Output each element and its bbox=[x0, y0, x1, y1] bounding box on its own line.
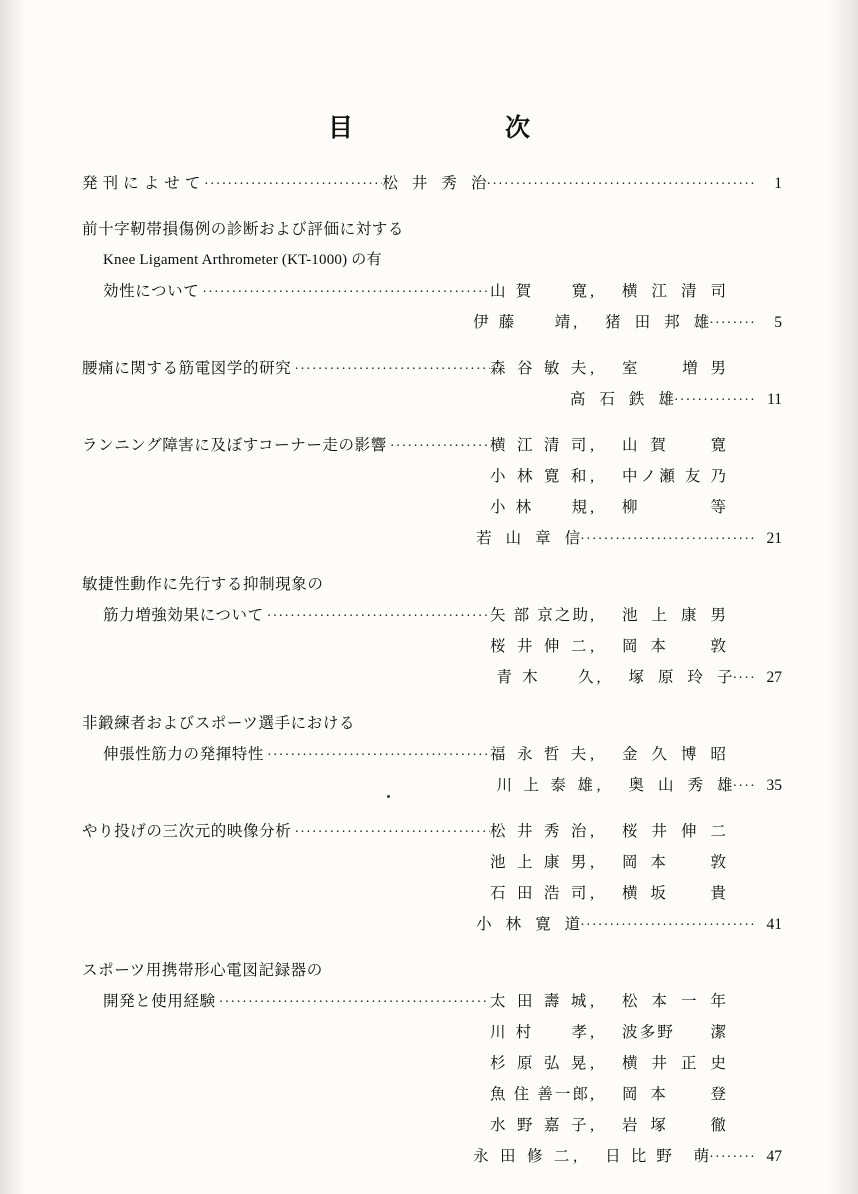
toc-author: 松 井 秀 治, bbox=[490, 823, 594, 840]
toc-page-number[interactable]: 41 bbox=[766, 916, 782, 933]
toc-page-number[interactable]: 5 bbox=[774, 314, 782, 331]
table-of-contents bbox=[82, 168, 782, 1187]
leader-dots-short: ···· bbox=[732, 671, 756, 686]
toc-author: 金 久 博 昭 bbox=[622, 746, 726, 763]
toc-author: 中ノ瀬 友 乃 bbox=[622, 468, 726, 485]
toc-author: 青 木 久, bbox=[496, 669, 601, 686]
leader-dots-short: ···· bbox=[732, 779, 756, 794]
leader-dots-short: ········ bbox=[709, 316, 756, 331]
toc-author: 福 永 哲 夫, bbox=[490, 746, 594, 763]
toc-author: 波多野 潔 bbox=[622, 1024, 726, 1041]
toc-author: 森 谷 敏 夫, bbox=[490, 360, 594, 377]
toc-entry bbox=[82, 708, 782, 801]
toc-author: 川 上 泰 雄, bbox=[496, 777, 601, 794]
toc-author: 松 本 一 年 bbox=[622, 993, 726, 1010]
toc-author: 塚 原 玲 子 bbox=[628, 669, 733, 686]
toc-page-number[interactable]: 1 bbox=[774, 175, 782, 192]
toc-entry-title[interactable]: 発 刊 に よ せ て bbox=[82, 175, 201, 192]
toc-page-number[interactable]: 47 bbox=[766, 1148, 782, 1165]
toc-page-number[interactable]: 27 bbox=[766, 669, 782, 686]
toc-entry-title[interactable]: 非鍛練者およびスポーツ選手における bbox=[82, 715, 356, 732]
leader-dots bbox=[291, 817, 490, 848]
toc-entry-title-cont: 効性について bbox=[103, 283, 200, 300]
toc-author: 小 林 寛 和, bbox=[490, 468, 594, 485]
toc-author: 永 田 修 二, bbox=[473, 1148, 578, 1165]
toc-entry bbox=[82, 353, 782, 415]
toc-author: 室 増 男 bbox=[622, 360, 726, 377]
toc-author: 矢 部 京之助, bbox=[490, 607, 594, 624]
page-title: 目 次 bbox=[327, 115, 564, 142]
leader-dots bbox=[387, 431, 490, 462]
leader-dots bbox=[264, 601, 490, 632]
toc-entry-title[interactable]: 敏捷性動作に先行する抑制現象の bbox=[82, 576, 324, 593]
toc-author: 松 井 秀 治 bbox=[382, 175, 487, 192]
toc-author: 横 江 清 司 bbox=[622, 283, 726, 300]
toc-entry-title[interactable]: やり投げの三次元的映像分析 bbox=[82, 823, 292, 840]
toc-author: 岡 本 敦 bbox=[622, 638, 726, 655]
toc-author: 池 上 康 男 bbox=[622, 607, 726, 624]
toc-entry-title[interactable]: スポーツ用携帯形心電図記録器の bbox=[82, 962, 323, 979]
leader-dots-short: ······························ bbox=[580, 918, 756, 933]
toc-author: 若 山 章 信 bbox=[476, 530, 581, 547]
toc-author: 岡 本 登 bbox=[622, 1086, 726, 1103]
toc-author: 小 林 規, bbox=[490, 499, 594, 516]
toc-author: 杉 原 弘 晃, bbox=[490, 1055, 594, 1072]
toc-entry bbox=[82, 214, 782, 338]
toc-entry-title[interactable]: 腰痛に関する筋電図学的研究 bbox=[82, 360, 292, 377]
toc-author: 川 村 孝, bbox=[490, 1024, 594, 1041]
toc-author: 柳 等 bbox=[622, 499, 726, 516]
toc-author: 桜 井 伸 二 bbox=[622, 823, 726, 840]
leader-dots bbox=[199, 277, 490, 308]
toc-page-number[interactable]: 35 bbox=[766, 777, 782, 794]
toc-entry-title[interactable]: 前十字靭帯損傷例の診断および評価に対する bbox=[82, 221, 405, 238]
toc-entry-title-cont: 開発と使用経験 bbox=[103, 993, 216, 1010]
leader-dots bbox=[264, 740, 490, 771]
toc-entry bbox=[82, 168, 782, 199]
toc-entry bbox=[82, 816, 782, 940]
toc-author: 池 上 康 男, bbox=[490, 854, 594, 871]
toc-entry bbox=[82, 569, 782, 693]
leader-dots-short: ·············· bbox=[673, 393, 756, 408]
toc-page-number[interactable]: 21 bbox=[766, 530, 782, 547]
toc-author: 魚 住 善一郎, bbox=[490, 1086, 594, 1103]
toc-author: 高 石 鉄 雄 bbox=[569, 391, 674, 408]
toc-author: 日 比 野 萌 bbox=[605, 1148, 710, 1165]
toc-author: 奥 山 秀 雄 bbox=[628, 777, 733, 794]
toc-author: 太 田 壽 城, bbox=[490, 993, 594, 1010]
leader-dots-short: ······························ bbox=[580, 532, 756, 547]
leader-dots bbox=[201, 169, 382, 200]
toc-author: 岡 本 敦 bbox=[622, 854, 726, 871]
toc-author: 岩 塚 徹 bbox=[622, 1117, 726, 1134]
toc-author: 桜 井 伸 二, bbox=[490, 638, 594, 655]
toc-entry-title-cont: 筋力増強効果について bbox=[103, 607, 264, 624]
toc-author: 猪 田 邦 雄 bbox=[605, 314, 710, 331]
toc-entry-title[interactable]: ランニング障害に及ぼすコーナー走の影響 bbox=[82, 437, 387, 454]
leader-dots-short: ·············································· bbox=[486, 177, 756, 192]
scan-artifact-dot bbox=[387, 795, 390, 798]
toc-entry bbox=[82, 955, 782, 1172]
toc-author: 横 井 正 史 bbox=[622, 1055, 726, 1072]
toc-author: 山 賀 寛, bbox=[490, 283, 594, 300]
toc-author: 石 田 浩 司, bbox=[490, 885, 594, 902]
leader-dots bbox=[291, 354, 490, 385]
toc-author: 山 賀 寛 bbox=[622, 437, 726, 454]
toc-entry-title-cont: Knee Ligament Arthrometer (KT-1000) の有 bbox=[103, 252, 382, 268]
toc-author: 横 坂 貴 bbox=[622, 885, 726, 902]
toc-author: 横 江 清 司, bbox=[490, 437, 594, 454]
leader-dots bbox=[216, 987, 490, 1018]
toc-author: 伊 藤 靖, bbox=[473, 314, 578, 331]
toc-entry-title-cont: 伸張性筋力の発揮特性 bbox=[103, 746, 265, 763]
toc-entry bbox=[82, 430, 782, 554]
toc-author: 小 林 寛 道 bbox=[476, 916, 581, 933]
leader-dots-short: ········ bbox=[709, 1150, 756, 1165]
toc-author: 水 野 嘉 子, bbox=[490, 1117, 594, 1134]
toc-page-number[interactable]: 11 bbox=[767, 391, 782, 408]
